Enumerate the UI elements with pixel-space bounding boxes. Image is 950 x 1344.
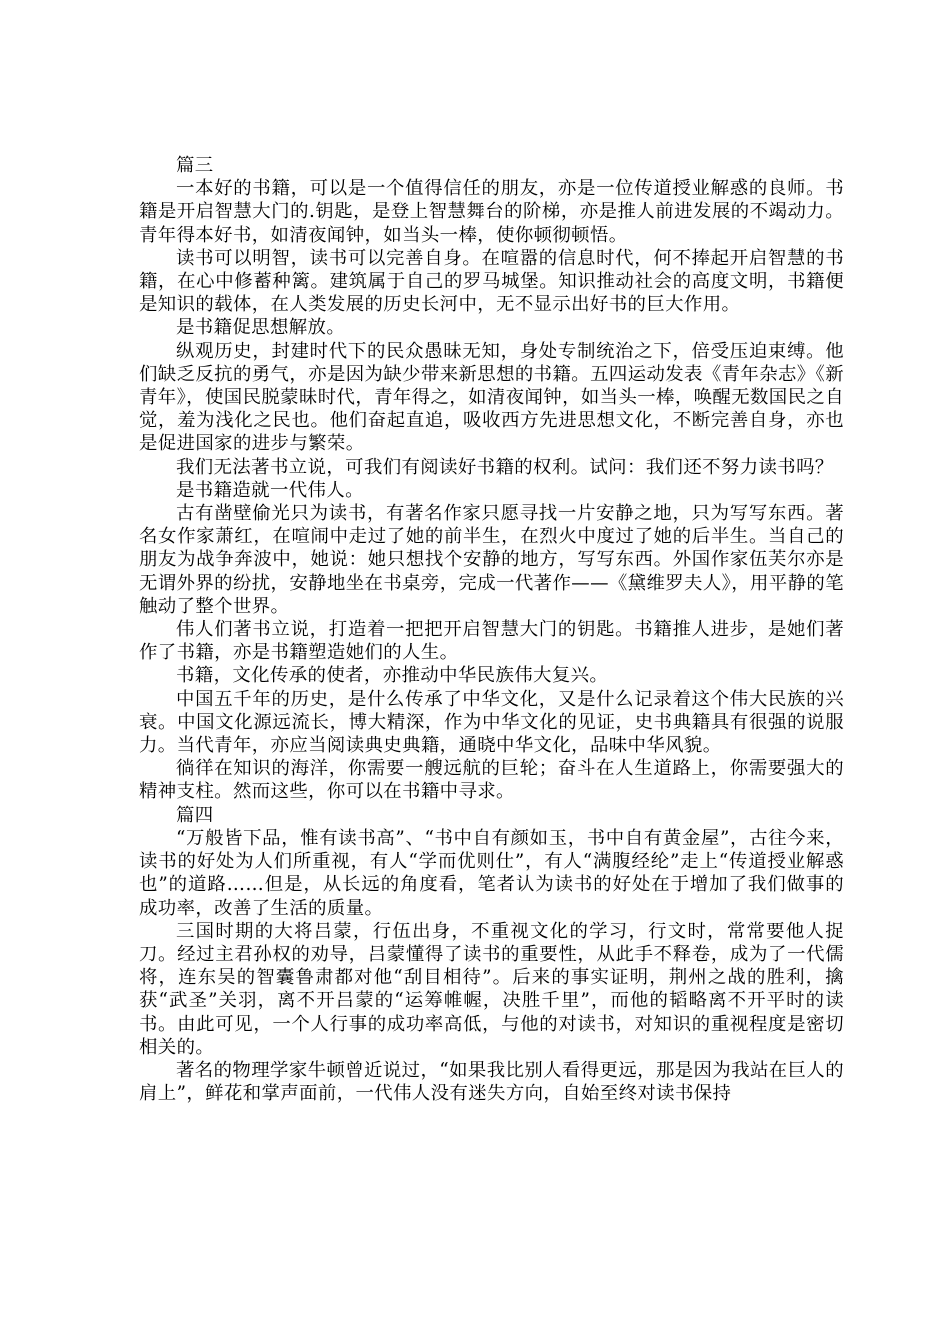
paragraph: 著名的物理学家牛顿曾近说过，“如果我比别人看得更远，那是因为我站在巨人的肩上”，鲜花和掌声面前，一代伟人没有迷失方向，自始至终对读书保持: [139, 1059, 844, 1105]
paragraph: 书籍，文化传承的使者，亦推动中华民族伟大复兴。: [176, 665, 609, 687]
paragraph: 是书籍促思想解放。: [176, 317, 346, 339]
section-heading-3: 篇三: [176, 155, 214, 176]
paragraph: 我们无法著书立说，可我们有阅读好书籍的权利。试问：我们还不努力读书吗？: [176, 456, 834, 478]
paragraph: 徜徉在知识的海洋，你需要一艘远航的巨轮；奋斗在人生道路上，你需要强大的精神支柱。然而这些，你可以在书籍中寻求。: [139, 758, 844, 803]
paragraph: 一本好的书籍，可以是一个值得信任的朋友，亦是一位传道授业解惑的良师。书籍是开启智慧大门的.钥匙，是登上智慧舞台的阶梯，亦是推人前进发展的不竭动力。青年得本好书，如清夜闻钟，如当头一棒，使你顿彻顿悟。: [139, 178, 844, 246]
paragraph: 三国时期的大将吕蒙，行伍出身，不重视文化的学习，行文时，常常要他人捉刀。经过主君孙权的劝导，吕蒙懂得了读书的重要性，从此手不释卷，成为了一代儒将，连东吴的智囊鲁肃都对他“刮目相待”。后来的事实证明，荆州之战的胜利，擒获“武圣”关羽，离不开吕蒙的“运筹帷幄，决胜千里”，而他的韬略离不开平时的读书。由此可见，一个人行事的成功率高低，与他的对读书，对知识的重视程度是密切相关的。: [139, 920, 844, 1058]
paragraph: 是书籍造就一代伟人。: [176, 479, 364, 501]
paragraph: 中国五千年的历史，是什么传承了中华文化，又是什么记录着这个伟大民族的兴衰。中国文化源远流长，博大精深，作为中华文化的见证，史书典籍具有很强的说服力。当代青年，亦应当阅读典史典籍，通晓中华文化，品味中华风貌。: [139, 688, 844, 757]
paragraph: 伟人们著书立说，打造着一把把开启智慧大门的钥匙。书籍推人进步，是她们著作了书籍，亦是书籍塑造她们的人生。: [139, 619, 844, 664]
paragraph: 古有凿壁偷光只为读书，有著名作家只愿寻找一片安静之地，只为写写东西。著名女作家萧红，在喧闹中走过了她的前半生，在烈火中度过了她的后半生。当自己的朋友为战争奔波中，她说：她只想找个安静的地方，写写东西。外国作家伍芙尔亦是无谓外界的纷扰，安静地坐在书桌旁，完成一代著作——《黛维罗夫人》，用平静的笔触动了整个世界。: [139, 503, 844, 617]
paragraph: “万般皆下品，惟有读书高”、“书中自有颜如玉，书中自有黄金屋”，古往今来，读书的好处为人们所重视，有人“学而优则仕”，有人“满腹经纶”走上“传道授业解惑也”的道路……但是，从长远的角度看，笔者认为读书的好处在于增加了我们做事的成功率，改善了生活的质量。: [139, 827, 844, 919]
document-body: [139, 154, 844, 1105]
section-heading-4: 篇四: [176, 804, 214, 826]
paragraph: 纵观历史，封建时代下的民众愚昧无知，身处专制统治之下，倍受压迫束缚。他们缺乏反抗的勇气，亦是因为缺少带来新思想的书籍。五四运动发表《青年杂志》《新青年》，使国民脱蒙昧时代，青年得之，如清夜闻钟，如当头一棒，唤醒无数国民之自觉，羞为浅化之民也。他们奋起直追，吸收西方先进思想文化，不断完善自身，亦也是促进国家的进步与繁荣。: [139, 340, 844, 455]
paragraph: 读书可以明智，读书可以完善自身。在喧嚣的信息时代，何不捧起开启智慧的书籍，在心中修蓄种篱。建筑属于自己的罗马城堡。知识推动社会的高度文明，书籍便是知识的载体，在人类发展的历史长河中，无不显示出好书的巨大作用。: [139, 247, 844, 316]
